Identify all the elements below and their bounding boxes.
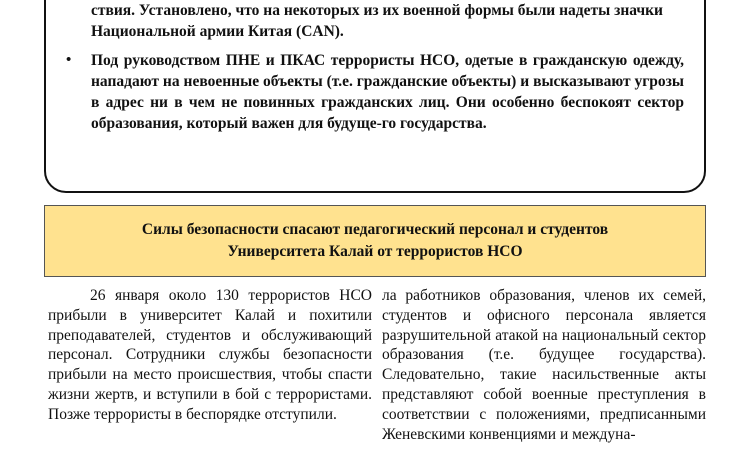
bullet-item-continued: ствия. Установлено, что на некоторых из их военной формы были надеты значки Национальной армии Китая (CAN). — [91, 2, 663, 40]
article-column-left: 26 января около 130 террористов НСО прибыли в университет Калай и похитили преподавателей, студентов и обслуживающий персонал. Сотрудники службы безопасности прибыли на место происшествия, чтобы спасти жизни жертв, и вступили в бой с террористами. Позже террористы в беспорядке отступили. — [48, 287, 372, 423]
article-column-right: ла работников образования, членов их семей, студентов и офисного персонала является разрушительной атакой на национальный сектор образования (т.е. будущее государства). Следовательно, такие насильственные акты представляют собой военные преступления в соответствии с положениями, предписанными Женевскими конвенциями и междуна- — [382, 287, 706, 443]
bullet-list — [62, 0, 684, 134]
bullet-item: • Под руководством ПНЕ и ПКАС террористы НСО, одетые в гражданскую одежду, нападают на невоенные объекты (т.е. гражданские объекты) и высказывают угрозы в адрес ни в чем не повинных гражданских лиц. Они особенно беспокоят сектор образования, который важен для будуще-го государства. — [62, 50, 684, 134]
headline-line-1: Силы безопасности спасают педагогический персонал и студентов — [141, 221, 609, 238]
headline-line-2: Университета Калай от террористов НСО — [227, 243, 523, 260]
article-headline — [44, 205, 706, 277]
